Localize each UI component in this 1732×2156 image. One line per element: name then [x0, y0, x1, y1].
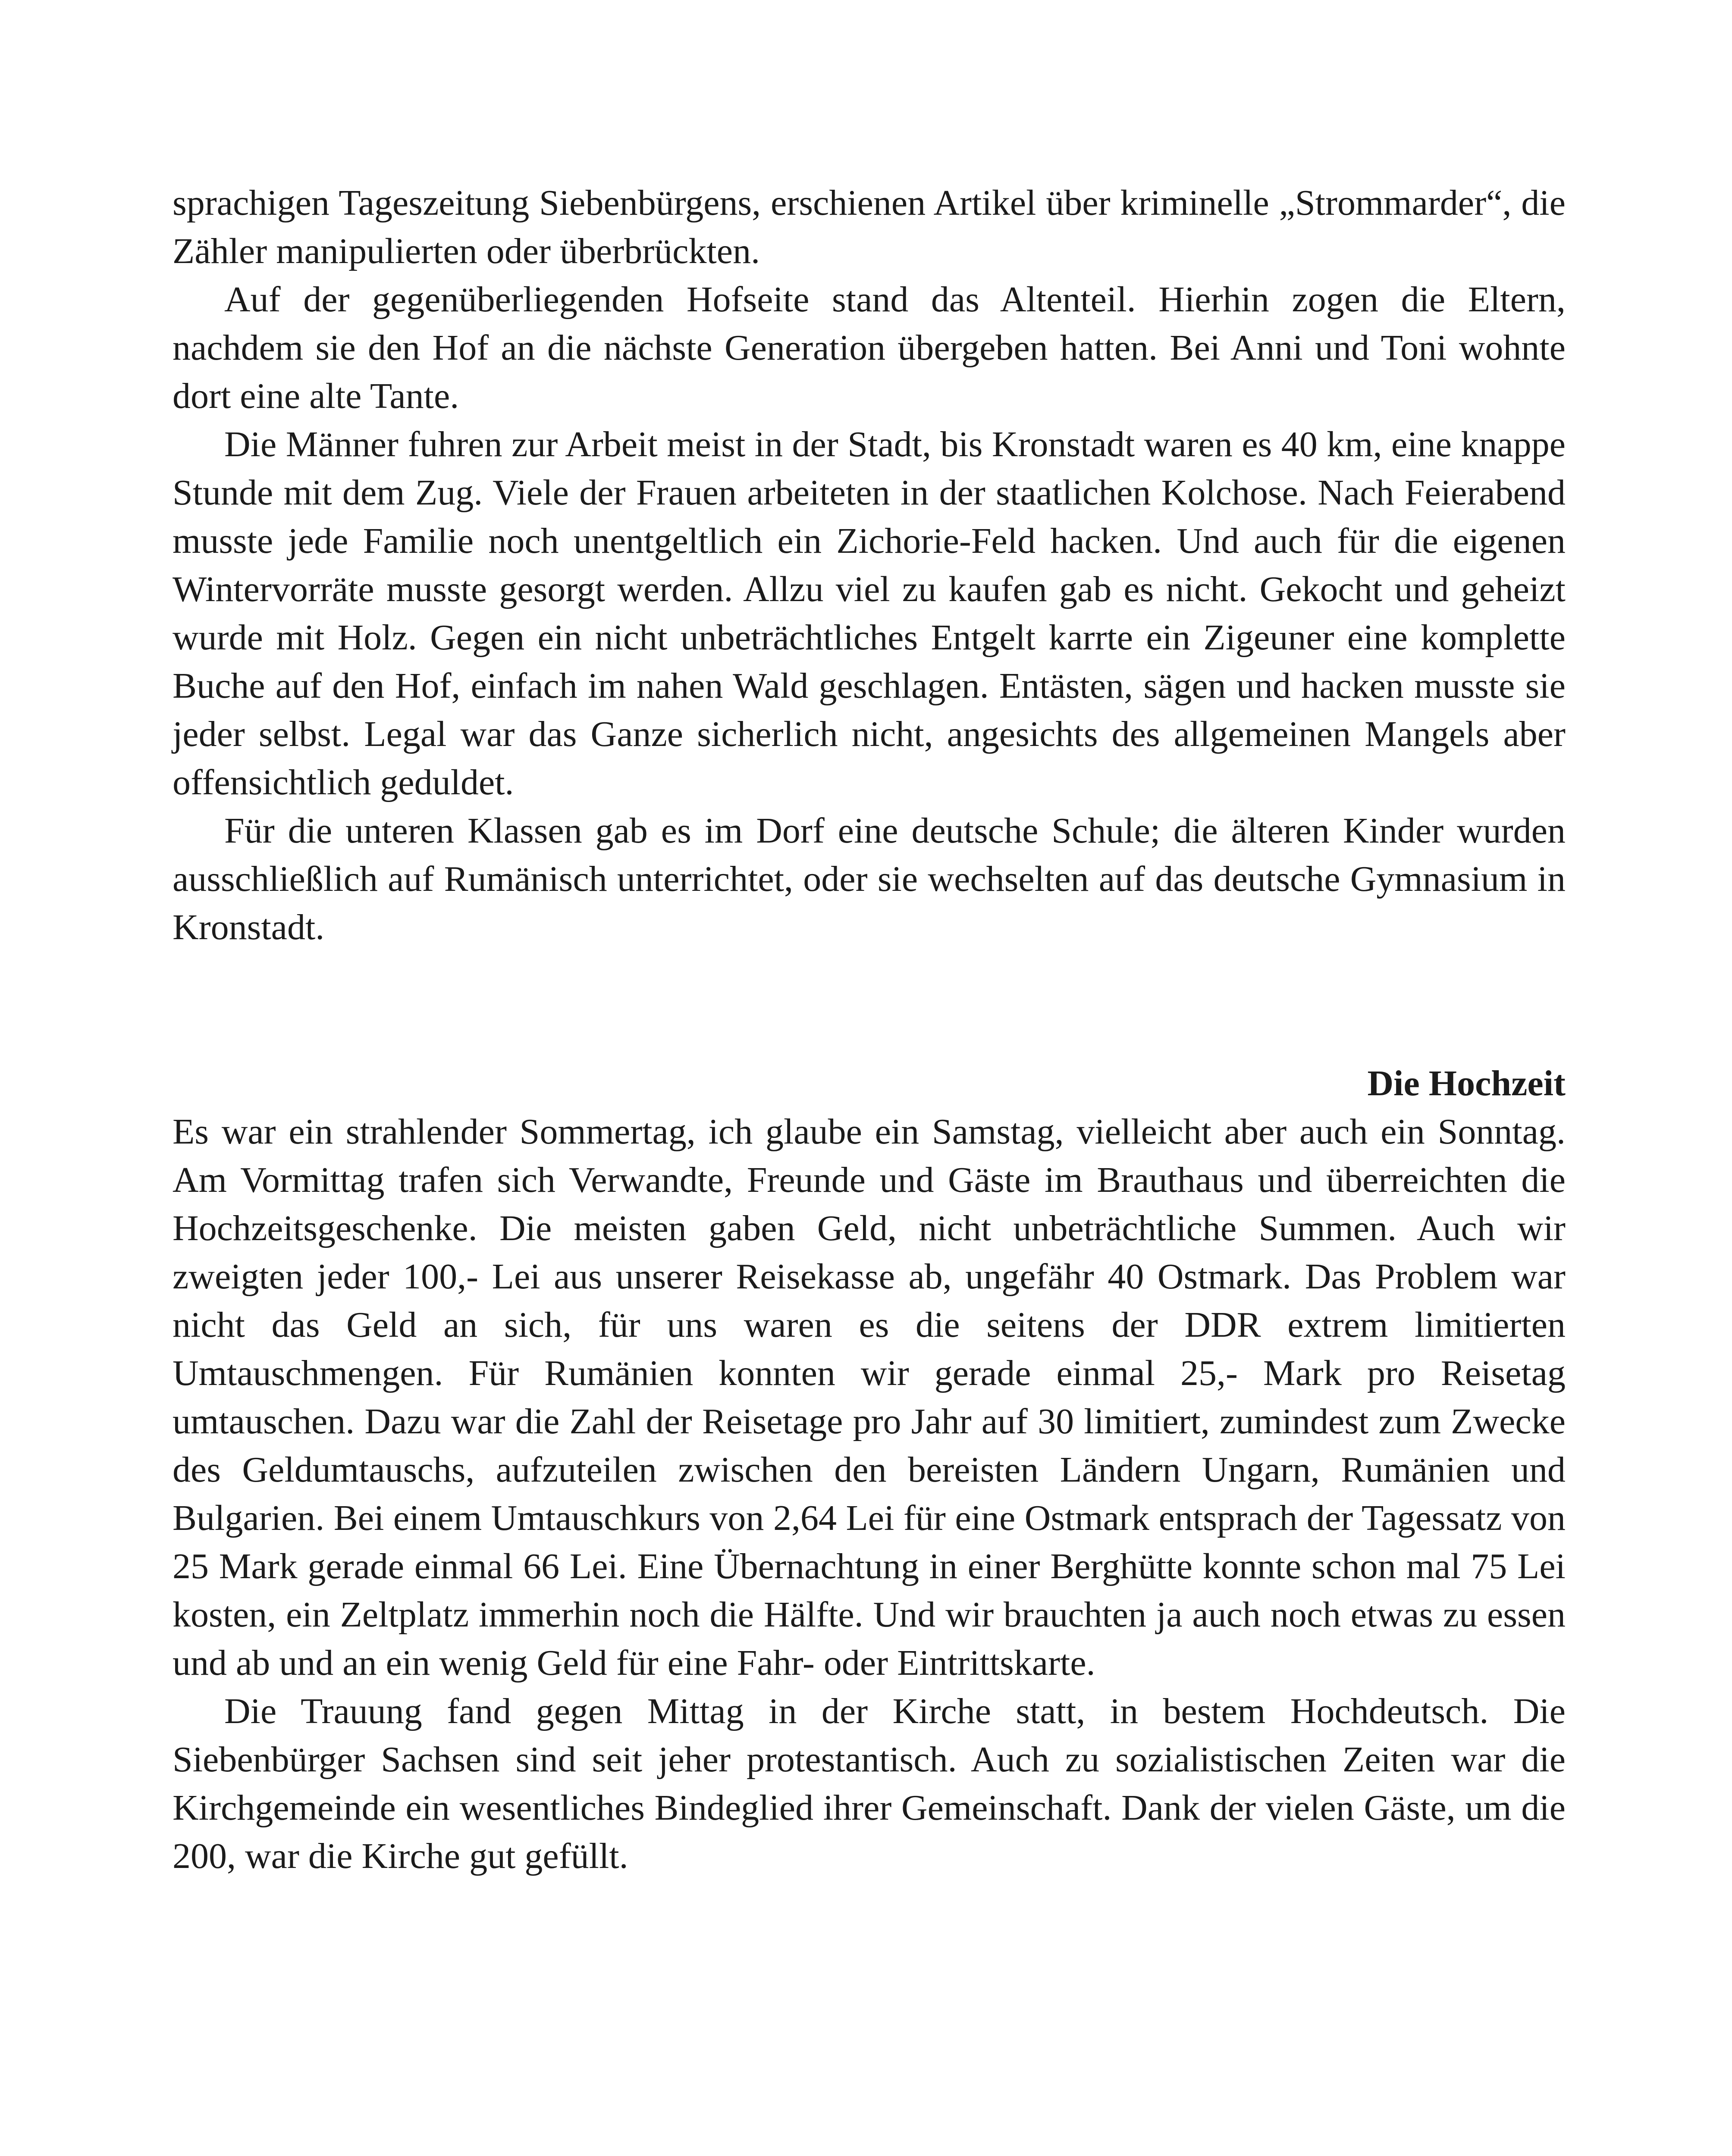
paragraph-hochzeit: Es war ein strahlender Sommertag, ich glaube ein Samstag, vielleicht aber auch ein Sonntag. Am Vormittag trafen sich Verwandte, Freunde und Gäste im Brauthaus und überreichten die Hochzeitsgeschenke. Die meisten gaben Geld, nicht unbeträchtliche Summen. Auch wir zweigten jeder 100,- Lei aus unserer Reisekasse ab, ungefähr 40 Ostmark. Das Problem war nicht das Geld an sich, für uns waren es die seitens der DDR extrem limitierten Umtauschmengen. Für Rumänien konnten wir gerade einmal 25,- Mark pro Reisetag umtauschen. Dazu war die Zahl der Reisetage pro Jahr auf 30 limitiert, zumindest zum Zwecke des Geldumtauschs, aufzuteilen zwischen den bereisten Ländern Ungarn, Rumänien und Bulgarien. Bei einem Umtauschkurs von 2,64 Lei für eine Ostmark entsprach der Tagessatz von 25 Mark gerade einmal 66 Lei. Eine Übernachtung in einer Berghütte konnte schon mal 75 Lei kosten, ein Zeltplatz immerhin noch die Hälfte. Und wir brauchten ja auch noch etwas zu essen und ab und an ein wenig Geld für eine Fahr- oder Eintrittskarte. [173, 1112, 1566, 1683]
paragraph-altenteil: Auf der gegenüberliegenden Hofseite stand das Altenteil. Hierhin zogen die Eltern, nachdem sie den Hof an die nächste Generation übergeben hatten. Bei Anni und Toni wohnte dort eine alte Tante. [173, 279, 1566, 416]
paragraph-continuation: sprachigen Tageszeitung Siebenbürgens, erschienen Artikel über kriminelle „Strommarder“, die Zähler manipulierten oder überbrückten. [173, 183, 1566, 271]
paragraph-schule: Für die unteren Klassen gab es im Dorf eine deutsche Schule; die älteren Kinder wurden ausschließlich auf Rumänisch unterrichtet, oder sie wechselten auf das deutsche Gymnasium in Kronstadt. [173, 811, 1566, 947]
paragraph-arbeit: Die Männer fuhren zur Arbeit meist in der Stadt, bis Kronstadt waren es 40 km, eine knappe Stunde mit dem Zug. Viele der Frauen arbeiteten in der staatlichen Kolchose. Nach Feierabend musste jede Familie noch unentgeltlich ein Zichorie-Feld hacken. Und auch für die eigenen Wintervorräte musste gesorgt werden. Allzu viel zu kaufen gab es nicht. Gekocht und geheizt wurde mit Holz. Gegen ein nicht unbeträchtliches Entgelt karrte ein Zigeuner eine komplette Buche auf den Hof, einfach im nahen Wald geschlagen. Entästen, sägen und hacken musste sie jeder selbst. Legal war das Ganze sicherlich nicht, angesichts des allgemeinen Mangels aber offensichtlich geduldet. [173, 424, 1566, 802]
section-title: Die Hochzeit [1367, 1063, 1566, 1103]
page-body [173, 179, 1566, 1880]
paragraph-trauung: Die Trauung fand gegen Mittag in der Kirche statt, in bestem Hochdeutsch. Die Siebenbürger Sachsen sind seit jeher protestantisch. Auch zu sozialistischen Zeiten war die Kirchgemeinde ein wesentliches Bindeglied ihrer Gemeinschaft. Dank der vielen Gäste, um die 200, war die Kirche gut gefüllt. [173, 1691, 1566, 1876]
